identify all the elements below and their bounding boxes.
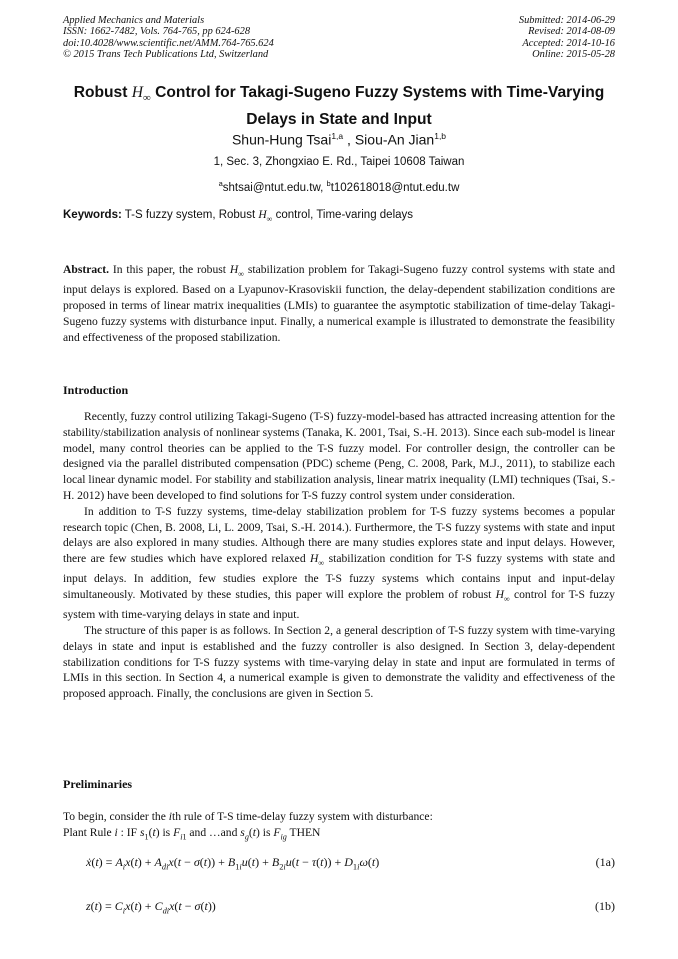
date-revised: Revised: 2014-08-09 xyxy=(528,26,615,38)
section-heading-introduction: Introduction xyxy=(63,383,129,397)
keywords: Keywords: T-S fuzzy system, Robust $H_\infty$ control, Time-varing delays xyxy=(63,209,414,224)
author-name: Shun-Hung Tsai xyxy=(231,131,332,148)
paragraph: Recently, fuzzy control utilizing Takagi-Sugeno (T-S) fuzzy-model-based has attracted increasing attention for the stability/stabilization analysis of nonlinear systems (Tanaka, K. 2001, Tsai, S.-H. 2013). Since each sub-model is linear model, many control theories can be applied to the T-S fuzzy model. For controller design, the controller can be designed via the parallel distributed compensation (PDC) scheme (Peng, C. 2008, Park, M.J., 2011), to stabilize each local linear dynamic model. For stability and stabilization analysis, linear matrix inequality (LMI) techniques (Tsai, S.-H. 2012) have been developed to find solutions for T-S fuzzy control system under consideration. xyxy=(63,410,616,502)
paragraph: In addition to T-S fuzzy systems, time-delay stabilization problem for T-S fuzzy systems becomes a popular research topic (Chen, B. 2008, Li, L. 2009, Tsai, S.-H. 2014.). Furthermore, the T-S fuzzy systems with state and input delays are also explored in many studies. Although there are many studies explores state and input delays. However, there are few studies which have explored relaxed $H_\infty$ stabilization condition for T-S fuzzy systems with state and input delays. In addition, few studies explore the T-S fuzzy systems which contains input and input-delay simultaneously. Motivated by these studies, this paper will explore the problem of robust $H_\infty$ control for T-S fuzzy system with time-varying delays in state and input. xyxy=(63,504,615,622)
author-list: Shun-Hung Tsai$^{1,a}$ , Siou-An Jian$^{1,b}$ xyxy=(231,131,447,148)
h-infinity-symbol: $H_\infty$ xyxy=(258,209,273,224)
equation-number: (1b) xyxy=(595,899,615,913)
equation-expression: $z(t) = C_ix(t) + C_{di}x(t - \sigma(t))$ xyxy=(86,899,216,916)
h-infinity-symbol: $H_\infty$ xyxy=(495,588,510,604)
paper-title: Robust $H_\infty$ Control for Takagi-Sugeno Fuzzy Systems with Time-Varying Delays in State and Input xyxy=(73,84,605,129)
h-infinity-symbol: $H_\infty$ xyxy=(131,84,151,105)
journal-info xyxy=(63,15,274,61)
abstract: Abstract. In this paper, the robust $H_\infty$ stabilization problem for Takagi-Sugeno fuzzy control systems with state and input delays is explored. Based on a Lyapunov-Krasoviskii function, the delay-dependent stabilization conditions are proposed in terms of linear matrix inequalities (LMIs) to guarantee the asymptotic stabilization of time-delay Takagi-Sugeno fuzzy systems with disturbance input. Finally, a numerical example is illustrated to demonstrate the feasibility and effectiveness of the proposed stabilization. xyxy=(63,263,615,344)
submission-dates xyxy=(519,15,615,61)
introduction-body xyxy=(63,409,615,702)
equation-number: (1a) xyxy=(595,855,615,869)
h-infinity-symbol: $H_\infty$ xyxy=(229,263,245,279)
journal-name: Applied Mechanics and Materials xyxy=(63,15,205,26)
preliminaries-body xyxy=(63,809,615,845)
affiliation: 1, Sec. 3, Zhongxiao E. Rd., Taipei 10608 Taiwan xyxy=(213,156,465,168)
date-accepted: Accepted: 2014-10-16 xyxy=(522,37,615,49)
journal-copyright: © 2015 Trans Tech Publications Ltd, Switzerland xyxy=(63,49,269,61)
h-infinity-symbol: $H_\infty$ xyxy=(310,552,325,568)
equation-expression: ẋ(t) = $A_ix(t) + A_{di}x(t - \sigma(t)) + B_{1i}u(t) + B_{2i}u(t - \tau(t)) + D_{1i}\omega(t)$ xyxy=(86,855,380,872)
date-online: Online: 2015-05-28 xyxy=(532,49,615,61)
date-submitted: Submitted: 2014-06-29 xyxy=(518,15,615,26)
author-emails: $^a$shtsai@ntut.edu.tw, $^b$t102618018@ntut.edu.tw xyxy=(218,179,460,194)
paragraph: To begin, consider the ith rule of T-S time-delay fuzzy system with disturbance: xyxy=(63,810,433,823)
section-heading-preliminaries: Preliminaries xyxy=(63,777,133,791)
author-name: Siou-An Jian xyxy=(354,131,435,148)
paragraph: The structure of this paper is as follows. In Section 2, a general description of T-S fuzzy system with time-varying delays in state and input is established and the fuzzy controller is also designed. In Section 3, delay-dependent stabilization conditions for T-S fuzzy systems with time-varying delay in state and input are formulated in terms of LMIs in this section. In Section 4, a numerical example is given to demonstrate the validity and effectiveness of the proposed approach. Finally, the conclusions are given in Section 5. xyxy=(63,623,615,701)
plant-rule: Plant Rule i : IF $s_1(t)$ is $F_{i1}$ and …and $s_g(t)$ is $F_{ig}$ THEN xyxy=(63,825,321,842)
journal-doi: doi:10.4028/www.scientific.net/AMM.764-765.624 xyxy=(63,37,274,49)
journal-issn: ISSN: 1662-7482, Vols. 764-765, pp 624-628 xyxy=(63,26,251,38)
